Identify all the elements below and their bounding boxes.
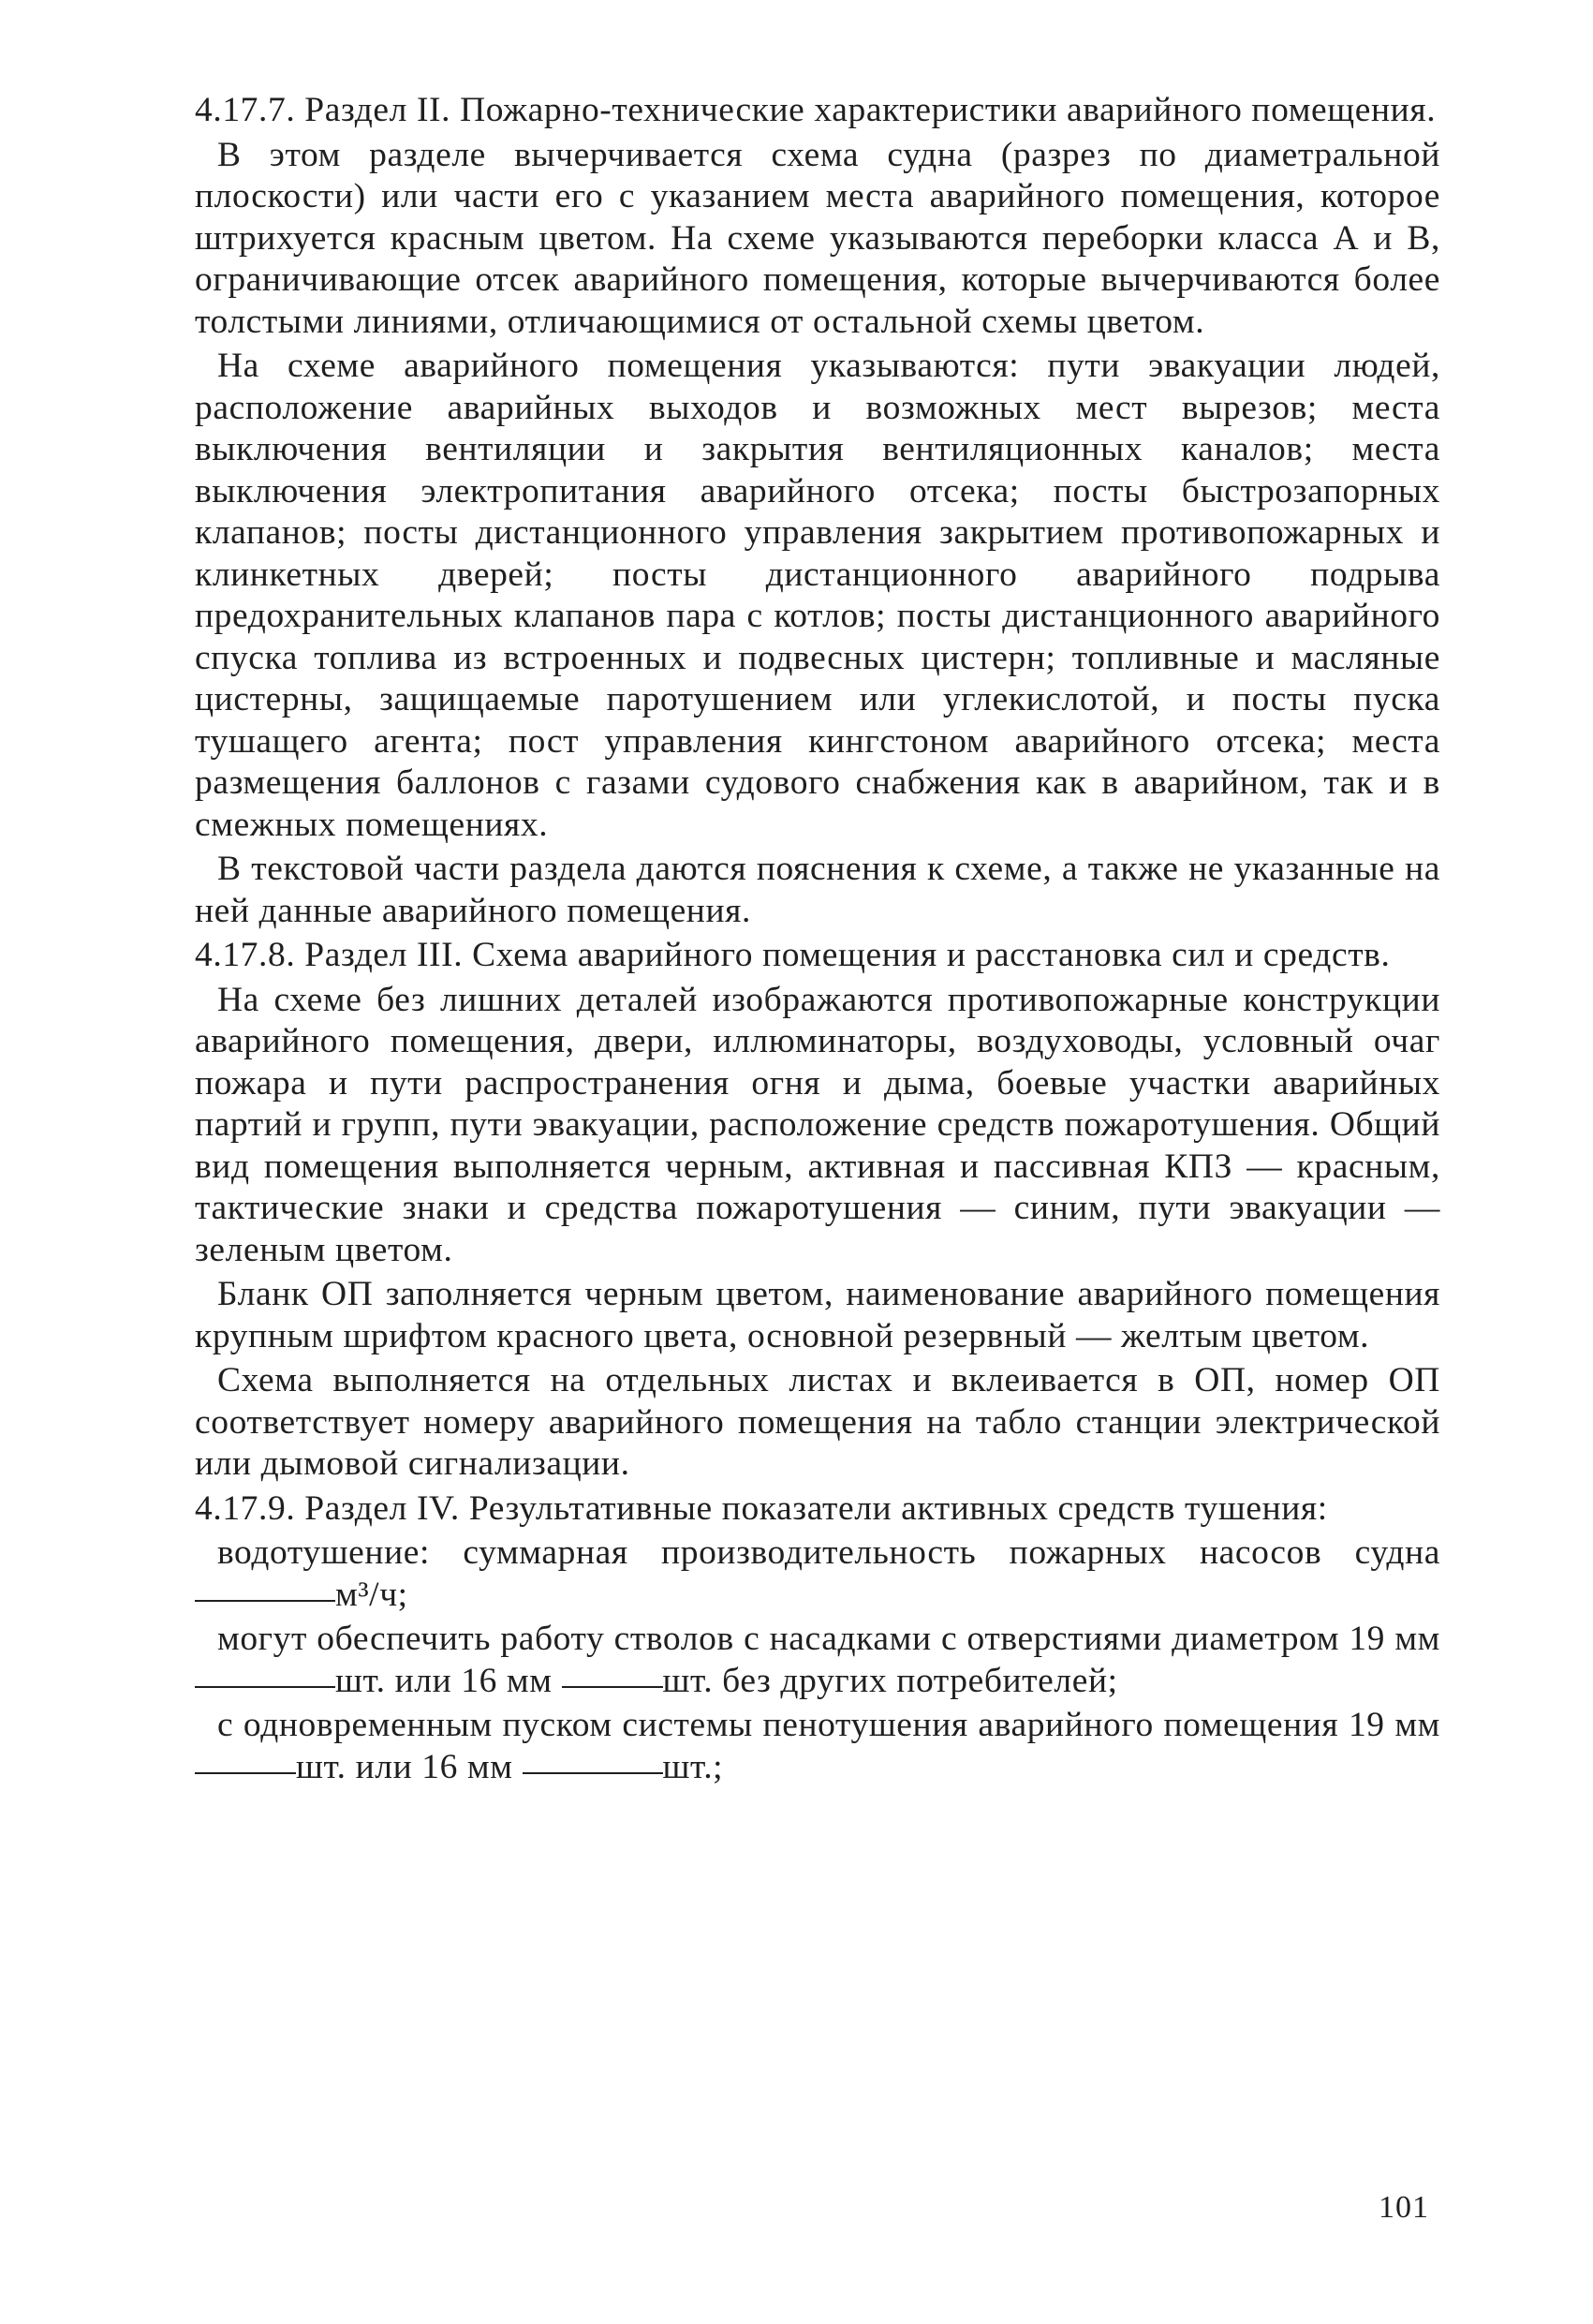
water-unit: м³/ч; (335, 1575, 408, 1614)
nozzles-text-1: могут обеспечить работу стволов с насадками с отверстиями диаметром 19 мм (217, 1620, 1440, 1658)
blank-line (562, 1684, 663, 1688)
paragraph-4-17-7: 4.17.7. Раздел II. Пожарно-технические характеристики аварийного помещения. (195, 91, 1437, 129)
paragraph-4-17-8: 4.17.8. Раздел III. Схема аварийного помещения и расстановка сил и средств. (195, 936, 1391, 974)
paragraph-section-2-scheme: В этом разделе вычерчивается схема судна (разрез по диаметральной плоскости) или части его с указанием места аварийного помещения, которое штрихуется красным цветом. На схеме указываются переборки класса А и В, ограничивающие отсек аварийного помещения, которые вычерчиваются более толстыми линиями, отличающимися от остальной схемы цветом. (195, 135, 1440, 341)
blank-line (195, 1598, 335, 1602)
paragraph-text-part: В текстовой части раздела даются пояснения к схеме, а также не указанные на ней данные аварийного помещения. (195, 850, 1440, 930)
foam-text-3: шт.; (662, 1747, 724, 1786)
paragraph-scheme-sheets: Схема выполняется на отдельных листах и вклеивается в ОП, номер ОП соответствует номеру аварийного помещения на табло станции электрической или дымовой сигнализации. (195, 1361, 1440, 1483)
blank-line (195, 1684, 335, 1688)
nozzles-text-2: шт. или 16 мм (335, 1661, 553, 1700)
paragraph-fire-protection-scheme: На схеме без лишних деталей изображаются противопожарные конструкции аварийного помещения, двери, иллюминаторы, воздуховоды, условный очаг пожара и пути распространения огня и дыма, боевые участки аварийных партий и групп, пути эвакуации, расположение средств пожаротушения. Общий вид помещения выполняется черным, активная и пассивная КПЗ — красным, тактические знаки и средства пожаротушения — синим, пути эвакуации — зеленым цветом. (195, 980, 1440, 1269)
paragraph-water-extinguishing (195, 1532, 1440, 1616)
foam-text-1: с одновременным пуском системы пенотушения аварийного помещения 19 мм (217, 1706, 1440, 1744)
paragraph-emergency-room-scheme: На схеме аварийного помещения указываются: пути эвакуации людей, расположение аварийных выходов и возможных мест вырезов; места выключения вентиляции и закрытия вентиляционных каналов; места выключения электропитания аварийного отсека; посты быстрозапорных клапанов; посты дистанционного управления закрытием противопожарных и клинкетных дверей; посты дистанционного аварийного подрыва предохранительных клапанов пара с котлов; посты дистанционного аварийного спуска топлива из встроенных и подвесных цистерн; топливные и масляные цистерны, защищаемые паротушением или углекислотой, и посты пуска тушащего агента; пост управления кингстоном аварийного отсека; места размещения баллонов с газами судового снабжения как в аварийном, так и в смежных помещениях. (195, 347, 1440, 844)
blank-line (195, 1770, 296, 1774)
foam-text-2: шт. или 16 мм (296, 1747, 513, 1786)
paragraph-nozzles (195, 1619, 1440, 1702)
paragraph-4-17-9: 4.17.9. Раздел IV. Результативные показатели активных средств тушения: (195, 1488, 1328, 1528)
water-text: водотушение: суммарная производительность пожарных насосов судна (217, 1533, 1440, 1572)
document-page (195, 90, 1440, 1791)
nozzles-text-3: шт. без других потребителей; (662, 1661, 1118, 1700)
page-number: 101 (1379, 2190, 1429, 2225)
paragraph-form-op: Бланк ОП заполняется черным цветом, наименование аварийного помещения крупным шрифтом красного цвета, основной резервный — желтым цветом. (195, 1275, 1440, 1355)
blank-line (523, 1770, 663, 1774)
paragraph-foam-system (195, 1705, 1440, 1788)
